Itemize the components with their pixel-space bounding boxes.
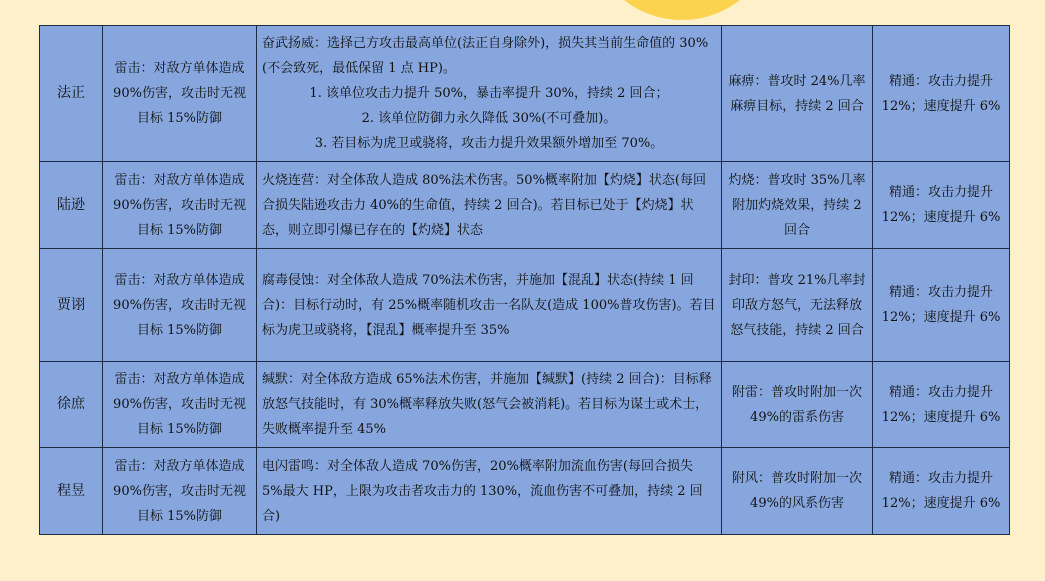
- ultimate-skill: [257, 448, 722, 535]
- mastery-line: 精通：攻击力提升: [888, 471, 993, 486]
- ultimate-line: 电闪雷鸣：对全体敌人造成 70%伤害，20%概率附加流血伤害(每回合损失 5%最大 HP，上限为攻击者攻击力的 130%，流血伤害不可叠加，持续 2 回合): [262, 458, 703, 524]
- ultimate-line: 缄默：对全体敌方造成 65%法术伤害，并施加【缄默】(持续 2 回合)：目标释放怒气技能时，有 30%概率释放失败(怒气会被消耗)。若目标为谋士或术士，失败概率提升至 45%: [262, 372, 712, 437]
- ultimate-line: 火烧连营：对全体敌人造成 80%法术伤害。50%概率附加【灼烧】状态(每回合损失陆逊攻击力 40%的生命值，持续 2 回合)。若目标已处于【灼烧】状态，则立即引爆已存在的【灼烧】状态: [262, 172, 706, 238]
- mastery-line: 精通：攻击力提升: [888, 285, 993, 300]
- passive-skill: 附风：普攻时附加一次 49%的风系伤害: [722, 448, 873, 535]
- mastery-line: 12%；速度提升 6%: [881, 496, 1001, 511]
- ultimate-line: 奋武扬威：选择己方攻击最高单位(法正自身除外)，损失其当前生命值的 30%(不会致死，最低保留 1 点 HP)。: [262, 36, 709, 76]
- mastery-line: 精通：攻击力提升: [888, 73, 993, 89]
- passive-skill: 麻痹：普攻时 24%几率麻痹目标，持续 2 回合: [722, 26, 873, 162]
- table-row: [40, 448, 1010, 535]
- mastery-line: 12%；速度提升 6%: [881, 409, 1001, 425]
- mastery-line: 精通：攻击力提升: [888, 384, 993, 400]
- mastery-line: 12%；速度提升 6%: [881, 98, 1001, 114]
- mastery: [873, 26, 1010, 162]
- mastery-line: 12%；速度提升 6%: [881, 210, 1001, 225]
- hero-name: 陆逊: [40, 162, 103, 249]
- ultimate-skill: [257, 249, 722, 362]
- passive-skill: 灼烧：普攻时 35%几率附加灼烧效果，持续 2 回合: [722, 162, 873, 249]
- ultimate-skill: [257, 362, 722, 448]
- mastery: [873, 362, 1010, 448]
- ultimate-line: 腐毒侵蚀：对全体敌人造成 70%法术伤害，并施加【混乱】状态(持续 1 回合)：目标行动时，有 25%概率随机攻击一名队友(造成 100%普攻伤害)。若目标为虎卫或骁将，【混乱】概率提升至 35%: [262, 272, 716, 338]
- hero-name: 徐庶: [40, 362, 103, 448]
- normal-skill: 雷击：对敌方单体造成 90%伤害，攻击时无视目标 15%防御: [103, 448, 257, 535]
- normal-skill: 雷击：对敌方单体造成 90%伤害，攻击时无视目标 15%防御: [103, 26, 257, 162]
- passive-skill: 附雷：普攻时附加一次 49%的雷系伤害: [722, 362, 873, 448]
- hero-name: 程昱: [40, 448, 103, 535]
- mastery-line: 12%；速度提升 6%: [881, 310, 1001, 325]
- table-row: [40, 249, 1010, 362]
- passive-skill: 封印：普攻 21%几率封印敌方怒气，无法释放怒气技能，持续 2 回合: [722, 249, 873, 362]
- ultimate-skill: [257, 162, 722, 249]
- hero-name: 法正: [40, 26, 103, 162]
- table-row: [40, 162, 1010, 249]
- mastery: [873, 448, 1010, 535]
- mastery-line: 精通：攻击力提升: [888, 185, 993, 200]
- ultimate-line: 3. 若目标为虎卫或骁将，攻击力提升效果额外增加至 70%。: [314, 136, 664, 151]
- normal-skill: 雷击：对敌方单体造成 90%伤害，攻击时无视目标 15%防御: [103, 249, 257, 362]
- mastery: [873, 162, 1010, 249]
- mastery: [873, 249, 1010, 362]
- ultimate-line: 2. 该单位防御力永久降低 30%(不可叠加)。: [361, 111, 617, 126]
- hero-name: 贾诩: [40, 249, 103, 362]
- table-row: [40, 26, 1010, 162]
- sun-decoration: [592, 0, 772, 20]
- normal-skill: 雷击：对敌方单体造成 90%伤害，攻击时无视目标 15%防御: [103, 362, 257, 448]
- table-row: [40, 362, 1010, 448]
- ultimate-line: 1. 该单位攻击力提升 50%，暴击率提升 30%，持续 2 回合；: [309, 86, 669, 101]
- normal-skill: 雷击：对敌方单体造成 90%伤害，攻击时无视目标 15%防御: [103, 162, 257, 249]
- ultimate-skill: [257, 26, 722, 162]
- hero-skill-table: [39, 25, 1010, 535]
